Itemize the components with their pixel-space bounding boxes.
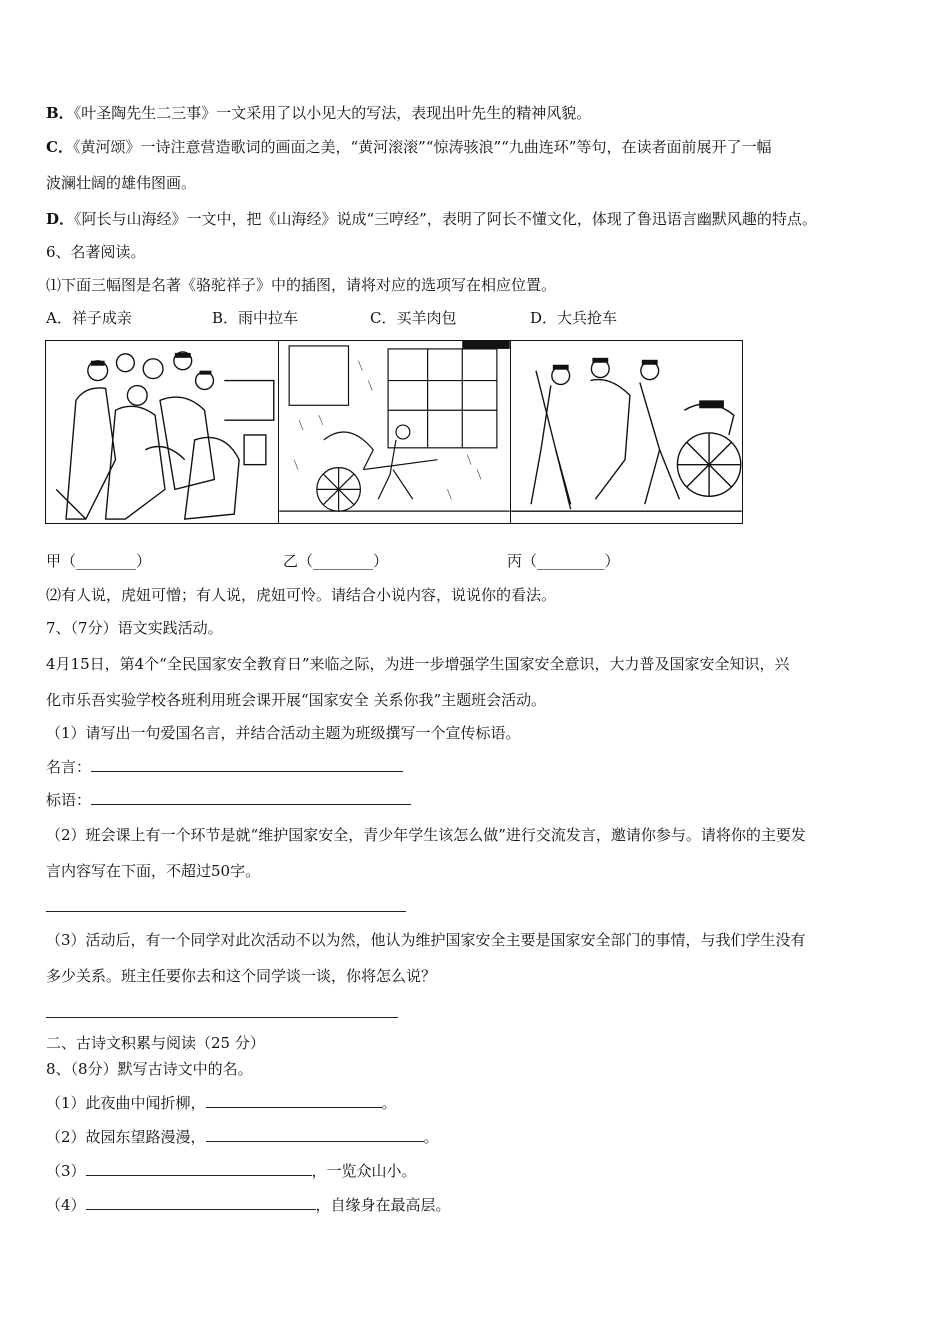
question-8-title: 8、（8分）默写古诗文中的名。 [46,1060,253,1078]
question-7-title: 7、（7分）语文实践活动。 [46,619,223,637]
illustration-soldiers-drawing [511,341,742,523]
question-6-part-2: ⑵有人说，虎妞可憎；有人说，虎妞可怜。请结合小说内容，说说你的看法。 [46,586,557,604]
choice-c: C．买羊肉包 [370,309,457,327]
answer-field-part-2[interactable] [46,911,406,912]
question-7-intro-1: 4月15日，第4个“全民国家安全教育日”来临之际，为进一步增强学生国家安全意识，大力普及国家安全知识，兴 [46,655,790,673]
question-6-part-1: ⑴下面三幅图是名著《骆驼祥子》中的插图，请将对应的选项写在相应位置。 [46,276,557,294]
poem-blank-1[interactable] [206,1093,382,1108]
illustration-wedding-drawing [46,341,278,523]
option-b [46,103,591,123]
poem-punct: 。 [381,1094,397,1112]
poem-text: （1）此夜曲中闻折柳， [46,1094,206,1112]
section-2-heading: 二、古诗文积累与阅读（25 分） [46,1034,265,1052]
illustration-soldiers [510,340,743,524]
poem-text: （3） [46,1162,86,1180]
poem-line-4 [46,1195,451,1215]
slogan-line [46,790,411,810]
question-7-part-3-line-1: （3）活动后，有一个同学对此次活动不以为然，他认为维护国家安全主要是国家安全部门的事情，与我们学生没有 [46,931,806,949]
option-c-line-1 [46,137,771,157]
option-c-line-2: 波澜壮阔的雄伟图画。 [46,174,197,192]
motto-label: 名言： [46,758,92,776]
motto-answer-field[interactable] [91,757,403,772]
illustration-wedding [45,340,279,524]
poem-line-3 [46,1161,417,1181]
motto-line [46,757,403,777]
poem-line-1 [46,1093,397,1113]
blank-jia[interactable]: 甲（________） [46,552,152,570]
question-7-part-3-line-2: 多少关系。班主任要你去和这个同学谈一谈，你将怎么说？ [46,967,437,985]
option-letter: B． [46,104,74,122]
option-text: 《阿长与山海经》一文中，把《山海经》说成“三哼经”，表明了阿长不懂文化，体现了鲁迅语言幽默风趣的特点。 [74,210,817,228]
poem-text: ，自缘身在最高层。 [315,1196,451,1214]
poem-text: （4） [46,1196,86,1214]
question-7-part-2-line-2: 言内容写在下面，不超过50字。 [46,862,261,880]
poem-text: （2）故园东望路漫漫， [46,1128,206,1146]
question-7-part-2-line-1: （2）班会课上有一个环节是就“维护国家安全，青少年学生该怎么做”进行交流发言，邀请你参与。请将你的主要发 [46,826,806,844]
poem-punct: 。 [423,1128,439,1146]
poem-blank-4[interactable] [86,1195,316,1210]
choice-a: A．祥子成亲 [46,309,132,327]
poem-blank-3[interactable] [86,1161,312,1176]
option-d [46,209,817,229]
option-letter: D． [46,210,75,228]
question-6-title: 6、名著阅读。 [46,243,146,261]
illustration-rain-drawing [279,341,510,523]
poem-text: ，一览众山小。 [311,1162,417,1180]
option-text: 《叶圣陶先生二三事》一文采用了以小见大的写法，表现出叶先生的精神风貌。 [73,104,592,122]
blank-bing[interactable]: 丙（_________） [507,552,620,570]
answer-field-part-3[interactable] [46,1017,398,1018]
poem-blank-2[interactable] [206,1127,424,1142]
poem-line-2 [46,1127,439,1147]
slogan-answer-field[interactable] [91,790,411,805]
option-text: 《黄河颂》一诗注意营造歌词的画面之美，“黄河滚滚”“惊涛骇浪”“九曲连环”等句，在读者面前展开了一幅 [72,138,772,156]
slogan-label: 标语： [46,791,92,809]
question-7-part-1: （1）请写出一句爱国名言，并结合活动主题为班级撰写一个宣传标语。 [46,724,521,742]
choice-b: B．雨中拉车 [212,309,299,327]
option-letter: C． [46,138,73,156]
blank-yi[interactable]: 乙（________） [283,552,389,570]
choice-d: D．大兵抢车 [530,309,618,327]
question-7-intro-2: 化市乐吾实验学校各班利用班会课开展“国家安全 关系你我”主题班会活动。 [46,691,547,709]
illustration-rain [278,340,511,524]
